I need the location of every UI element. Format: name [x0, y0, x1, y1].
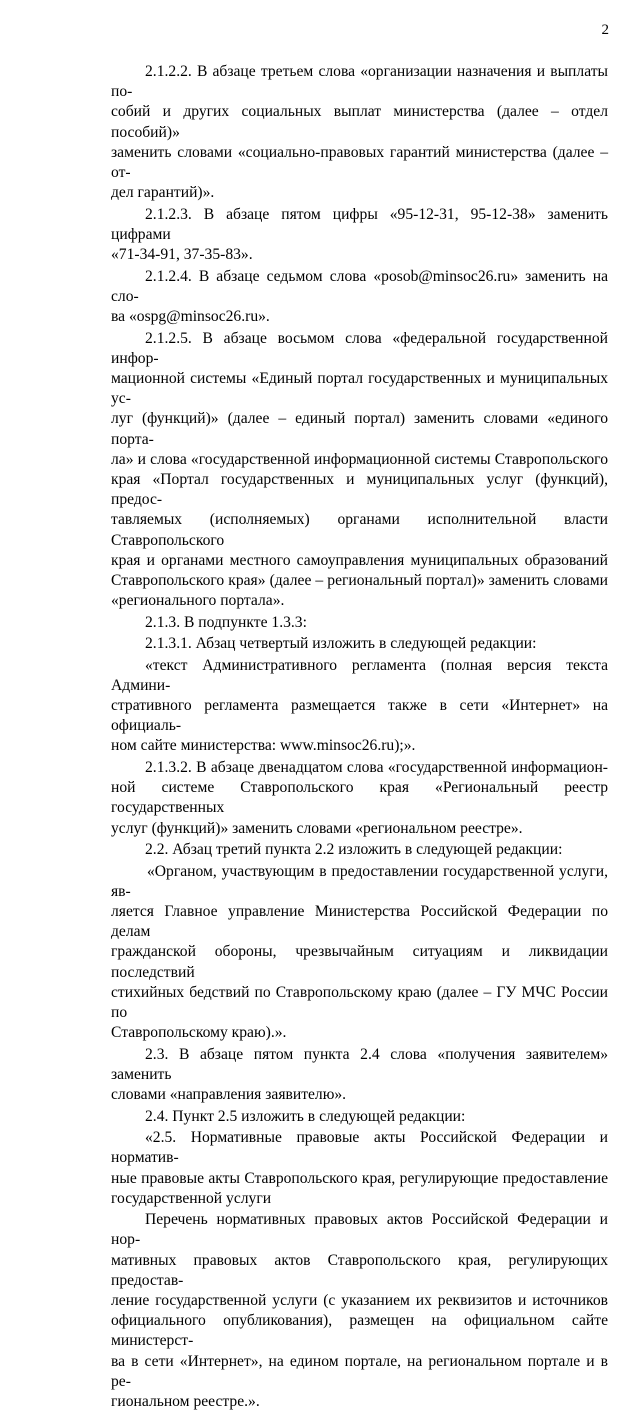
text-line: дел гарантий)». [111, 184, 215, 202]
text-line: края и органами местного самоуправления муниципальных образований [111, 551, 608, 569]
text-line: мационной системы «Единый портал государственных и муниципальных ус- [111, 369, 608, 408]
text-line: 2.1.2.4. В абзаце седьмом слова «posob@minsoc26.ru» заменить на сло- [111, 267, 608, 305]
text-line: ление государственной услуги (с указанием их реквизитов и источников [111, 1292, 608, 1310]
text-line: собий и других социальных выплат министерства (далее – отдел пособий)» [111, 103, 608, 141]
text-line: 2.1.2.5. В абзаце восьмом слова «федеральной государственной инфор- [111, 329, 608, 367]
paragraph [111, 656, 608, 757]
text-line: «2.5. Нормативные правовые акты Российской Федерации и норматив- [111, 1129, 608, 1167]
text-line: государственной услуги [111, 1189, 272, 1207]
text-line: «Органом, участвующим в предоставлении государственной услуги, яв- [111, 862, 608, 900]
paragraph [111, 329, 608, 612]
text-line: «текст Административного регламента (полная версия текста Админи- [111, 656, 608, 694]
paragraph [111, 1128, 608, 1209]
text-line: «регионального портала». [111, 592, 285, 610]
text-line: ной системе Ставропольского края «Региональный реестр государственных [111, 779, 608, 817]
text-line: гражданской обороны, чрезвычайным ситуациям и ликвидации последствий [111, 943, 608, 981]
text-line: 2.1.3.2. В абзаце двенадцатом слова «государственной информацион- [145, 758, 608, 776]
text-line: Ставропольского края» (далее – региональный портал)» заменить словами [111, 571, 608, 589]
text-line: ва в сети «Интернет», на едином портале, на региональном портале и в ре- [111, 1352, 608, 1390]
paragraph [111, 1045, 608, 1106]
paragraph [111, 613, 608, 633]
text-line: 2.1.2.2. В абзаце третьем слова «организации назначения и выплаты по- [111, 63, 608, 101]
text-line: мативных правовых актов Ставропольского края, регулирующих предостав- [111, 1251, 608, 1289]
text-line: словами «направления заявителю». [111, 1086, 347, 1104]
text-line: ляется Главное управление Министерства Российской Федерации по делам [111, 903, 608, 941]
text-line: заменить словами «социально-правовых гарантий министерства (далее – от- [111, 143, 608, 182]
text-line: «71-34-91, 37-35-83». [111, 246, 253, 264]
text-line: Ставропольскому краю).». [111, 1024, 287, 1042]
paragraph [111, 862, 608, 1044]
paragraph [111, 1107, 608, 1127]
text-line: 2.2. Абзац третий пункта 2.2 изложить в следующей редакции: [145, 841, 563, 859]
paragraph [111, 62, 608, 203]
text-line: Перечень нормативных правовых актов Российской Федерации и нор- [111, 1211, 608, 1249]
paragraph [111, 758, 608, 839]
page-number: 2 [601, 22, 609, 38]
text-line: услуг (функций)» заменить словами «региональном реестре». [111, 819, 523, 837]
text-line: края «Портал государственных и муниципальных услуг (функций), предос- [111, 470, 608, 509]
paragraph [111, 267, 608, 328]
text-line: луг (функций)» (далее – единый портал) заменить словами «единого порта- [111, 410, 608, 448]
text-line: тавляемых (исполняемых) органами исполнительной власти Ставропольского [111, 511, 608, 549]
text-line: гиональном реестре.». [111, 1393, 260, 1411]
document-body [111, 62, 608, 1414]
text-line: официального опубликования), размещен на официальном сайте министерст- [111, 1312, 608, 1350]
paragraph [111, 840, 608, 860]
paragraph [111, 1210, 608, 1412]
paragraph [111, 634, 608, 654]
text-line: ные правовые акты Ставропольского края, регулирующие предоставление [111, 1169, 608, 1187]
text-line: 2.4. Пункт 2.5 изложить в следующей редакции: [145, 1107, 466, 1125]
text-line: 2.1.2.3. В абзаце пятом цифры «95-12-31, 95-12-38» заменить цифрами [111, 205, 608, 243]
text-line: 2.1.3.1. Абзац четвертый изложить в следующей редакции: [145, 635, 537, 653]
text-line: ном сайте министерства: www.minsoc26.ru);». [111, 737, 416, 755]
text-line: 2.1.3. В подпункте 1.3.3: [145, 613, 307, 631]
text-line: стихийных бедствий по Ставропольскому краю (далее – ГУ МЧС России по [111, 983, 608, 1022]
paragraph [111, 205, 608, 266]
text-line: 2.3. В абзаце пятом пункта 2.4 слова «получения заявителем» заменить [111, 1045, 608, 1083]
text-line: стративного регламента размещается также в сети «Интернет» на официаль- [111, 697, 608, 735]
text-line: ла» и слова «государственной информационной системы Ставропольского [111, 450, 608, 468]
text-line: ва «ospg@minsoc26.ru». [111, 308, 270, 326]
